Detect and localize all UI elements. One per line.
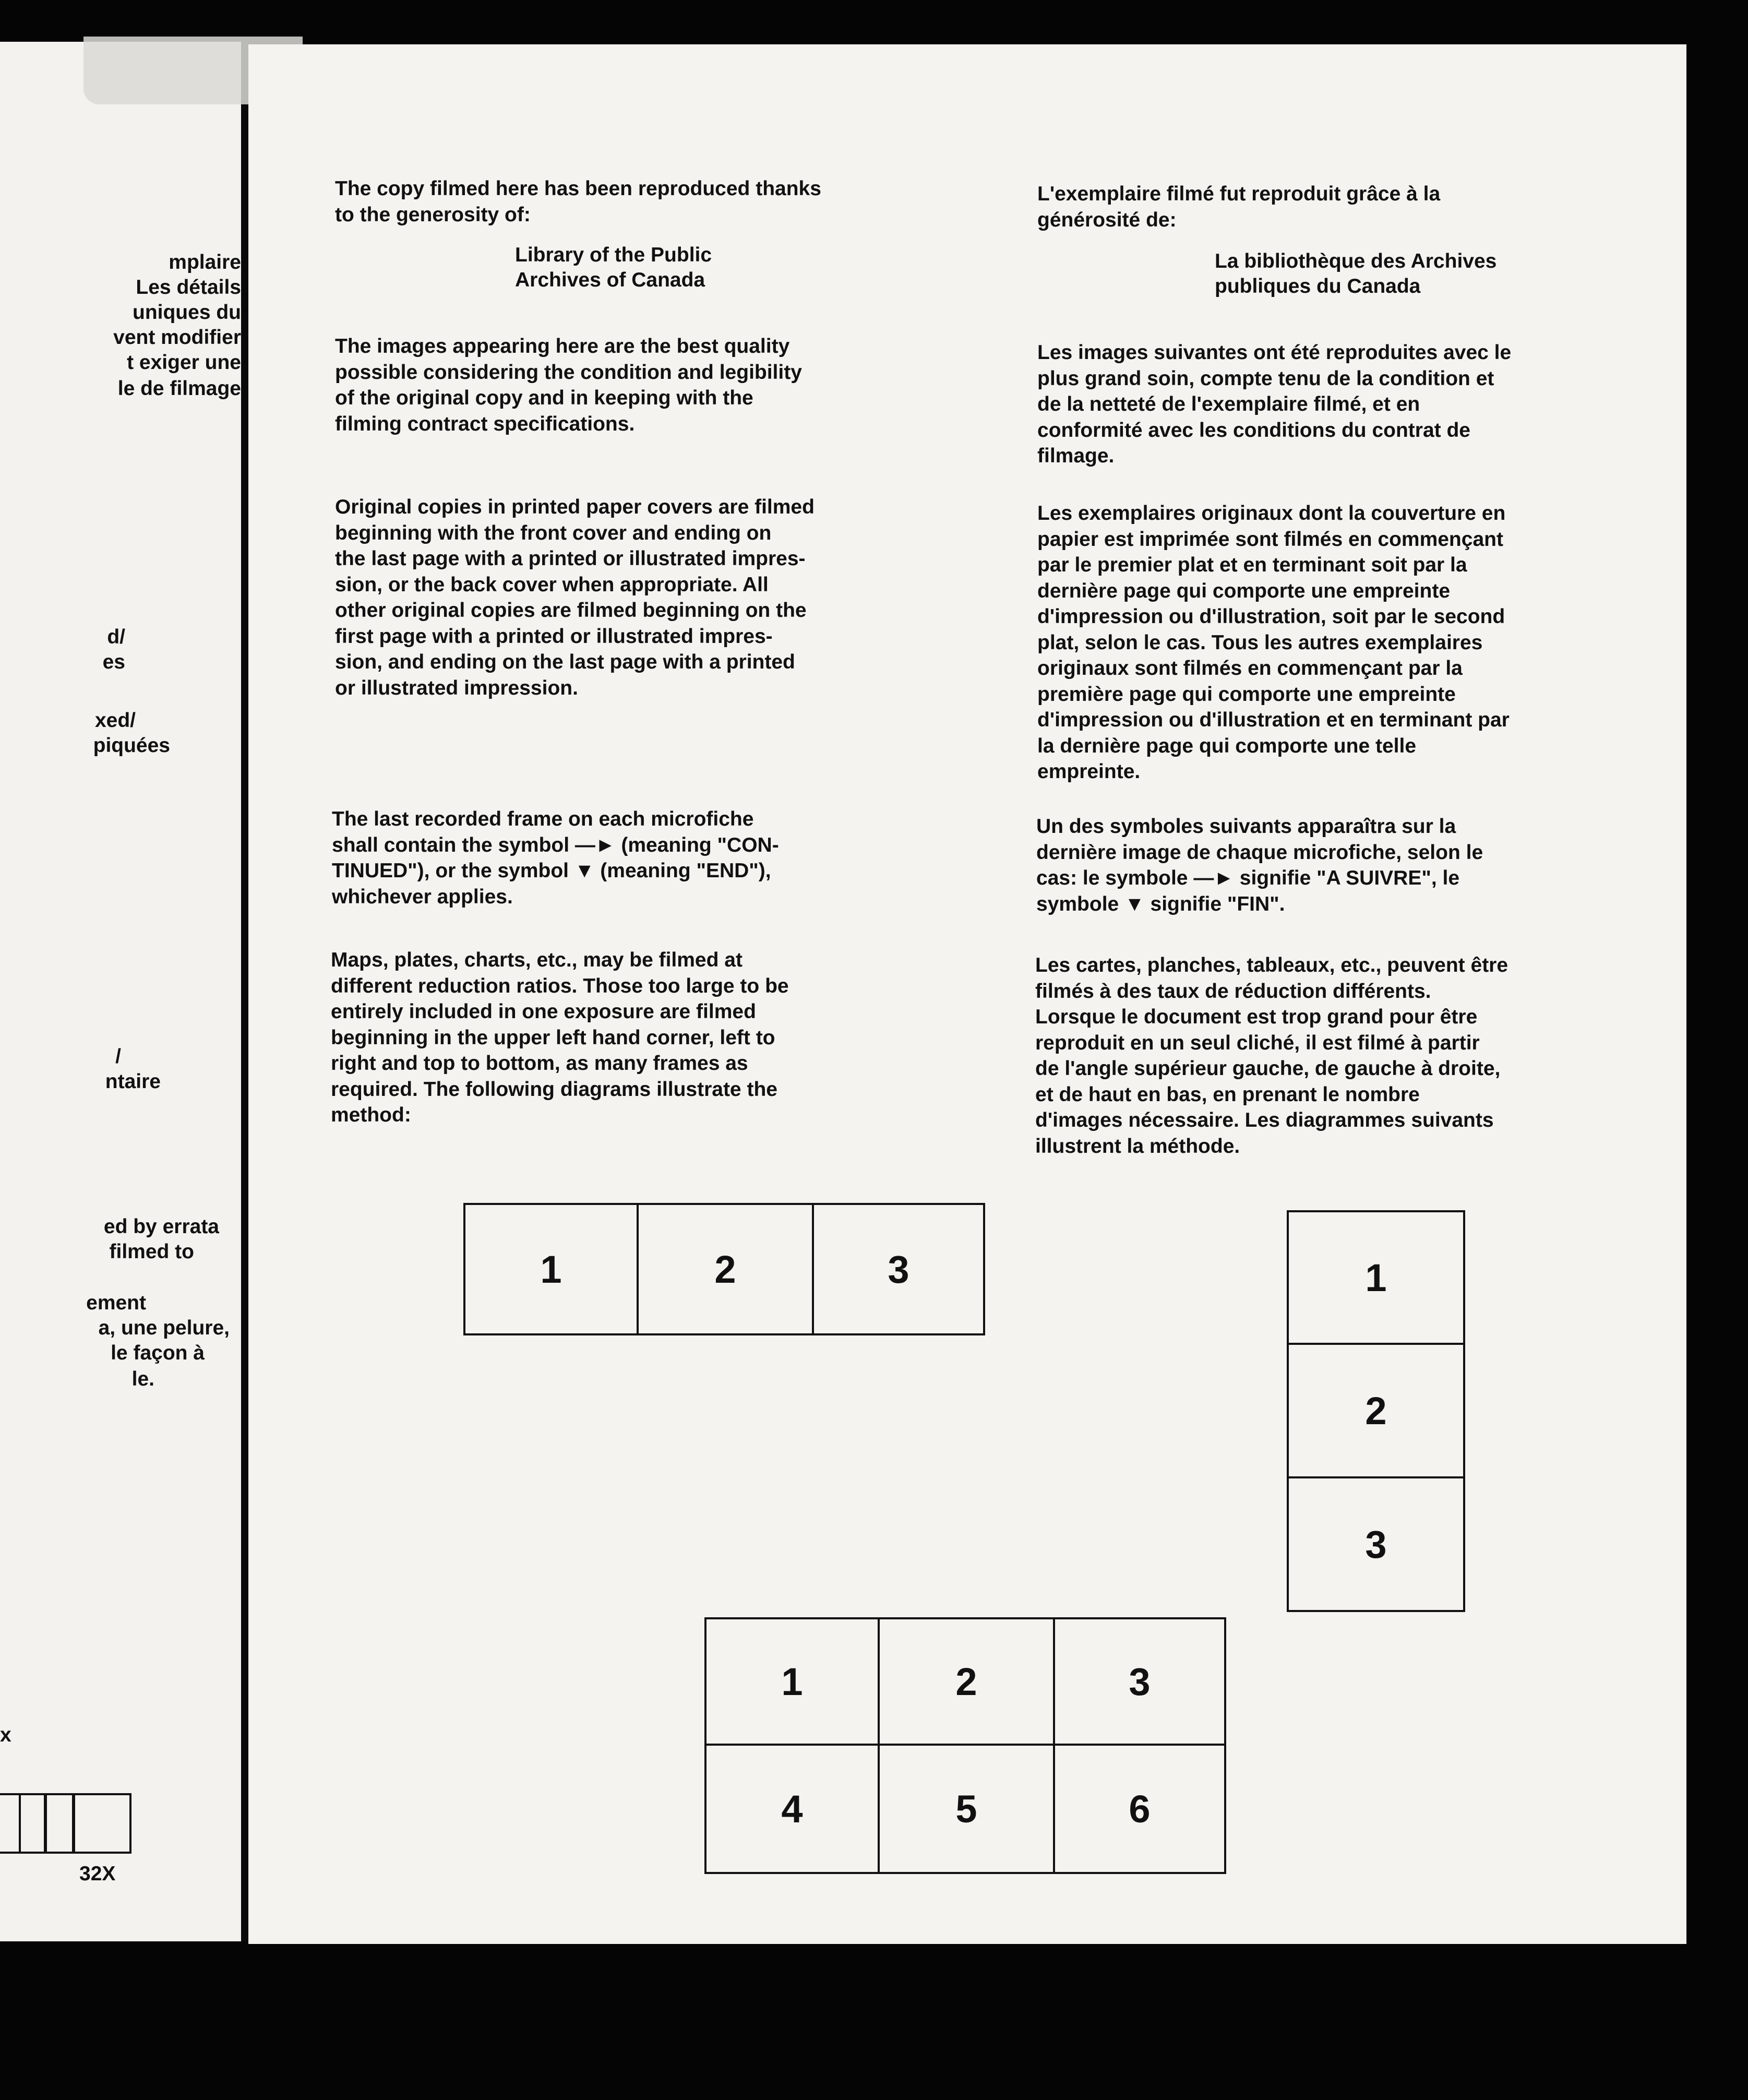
french-covers: Les exemplaires originaux dont la couverture en papier est imprimée sont filmés en commençant par le premier plat et en terminant soit par la dernière page qui comporte une empreinte d'impression ou d'illustration, soit par le second plat, selon le cas. Tous les autres exemplaires originaux sont filmés en commençant par la première page qui comporte une empreinte d'impression ou d'illustration et en terminant par la dernière page qui comporte une telle empreinte. <box>1037 502 1510 783</box>
english-maps: Maps, plates, charts, etc., may be filmed at different reduction ratios. Those too large to be entirely included in one exposure are filmed beginning in the upper left hand corner, left to right and top to bottom, as many frames as required. The following diagrams illustrate the method: <box>331 949 789 1126</box>
french-intro: L'exemplaire filmé fut reproduit grâce à la générosité de: <box>1037 183 1441 231</box>
diagram-cell: 2 <box>878 1617 1055 1746</box>
diagram-cell: 3 <box>1053 1617 1226 1746</box>
diagram-cell: 3 <box>1287 1476 1465 1612</box>
page-fold <box>241 42 248 1941</box>
left-fragment: ement <box>86 1292 146 1314</box>
diagram-cell: 1 <box>463 1203 639 1335</box>
left-fragment: le. <box>131 1368 154 1390</box>
left-fragment: mplaire <box>169 251 241 273</box>
left-fragment: Les détails <box>136 276 241 299</box>
french-symbols: Un des symboles suivants apparaîtra sur la dernière image de chaque microfiche, selon le cas: le symbole ―► signifie "A SUIVRE", le symbole ▼ signifie "FIN". <box>1036 815 1483 915</box>
diagram-cell: 5 <box>878 1744 1055 1874</box>
reduction-box <box>19 1793 46 1854</box>
left-fragment: xed/ <box>94 709 136 732</box>
diagram-cell: 6 <box>1053 1744 1226 1874</box>
left-page <box>0 42 241 1941</box>
left-fragment: ntaire <box>105 1070 161 1093</box>
left-fragment: le de filmage <box>117 377 241 400</box>
english-symbols: The last recorded frame on each microfiche shall contain the symbol ―► (meaning "CON- TINUED"), or the symbol ▼ (meaning "END"), whichever applies. <box>332 808 779 908</box>
french-library: La bibliothèque des Archives publiques du Canada <box>1215 250 1497 297</box>
diagram-cell: 1 <box>704 1617 880 1746</box>
left-fragment: le façon à <box>111 1342 205 1364</box>
reduction-box <box>0 1793 21 1854</box>
left-fragment: 32X <box>79 1863 116 1885</box>
left-fragment: filmed to <box>109 1240 194 1263</box>
french-quality: Les images suivantes ont été reproduites avec le plus grand soin, compte tenu de la condition et de la netteté de l'exemplaire filmé, et en conformité avec les conditions du contrat de filmage. <box>1037 341 1512 467</box>
left-fragment: / <box>115 1045 121 1068</box>
english-quality: The images appearing here are the best quality possible considering the condition and legibility of the original copy and in keeping with the filming contract specifications. <box>335 335 802 435</box>
diagram-cell: 2 <box>637 1203 814 1335</box>
left-fragment: es <box>102 651 125 673</box>
right-page <box>248 44 1686 1944</box>
left-fragment: ed by errata <box>103 1215 219 1238</box>
reduction-box <box>45 1793 74 1854</box>
english-library: Library of the Public Archives of Canada <box>515 244 712 291</box>
diagram-cell: 1 <box>1287 1210 1465 1345</box>
diagram-cell: 2 <box>1287 1343 1465 1478</box>
diagram-cell: 3 <box>812 1203 985 1335</box>
english-covers: Original copies in printed paper covers are filmed beginning with the front cover and ending on the last page with a printed or illustrated impres- sion, or the back cover when appropriate. All other original copies are filmed beginning on the first page with a printed or illustrated impres- sion, and ending on the last page with a printed or illustrated impression. <box>335 496 815 699</box>
left-fragment: x <box>0 1724 11 1746</box>
english-intro: The copy filmed here has been reproduced thanks to the generosity of: <box>335 177 821 226</box>
left-fragment: vent modifier <box>113 326 241 349</box>
left-fragment: d/ <box>107 626 125 648</box>
left-fragment: a, une pelure, <box>98 1317 230 1339</box>
reduction-box <box>73 1793 131 1854</box>
left-fragment: uniques du <box>133 301 241 324</box>
french-maps: Les cartes, planches, tableaux, etc., peuvent être filmés à des taux de réduction différents. Lorsque le document est trop grand pour être reproduit en un seul cliché, il est filmé à partir de l'angle supérieur gauche, de gauche à droite, et de haut en bas, en prenant le nombre d'images nécessaire. Les diagrammes suivants illustrent la méthode. <box>1035 954 1508 1158</box>
left-fragment: piquées <box>93 734 170 757</box>
diagram-cell: 4 <box>704 1744 880 1874</box>
left-fragment: t exiger une <box>127 351 241 374</box>
